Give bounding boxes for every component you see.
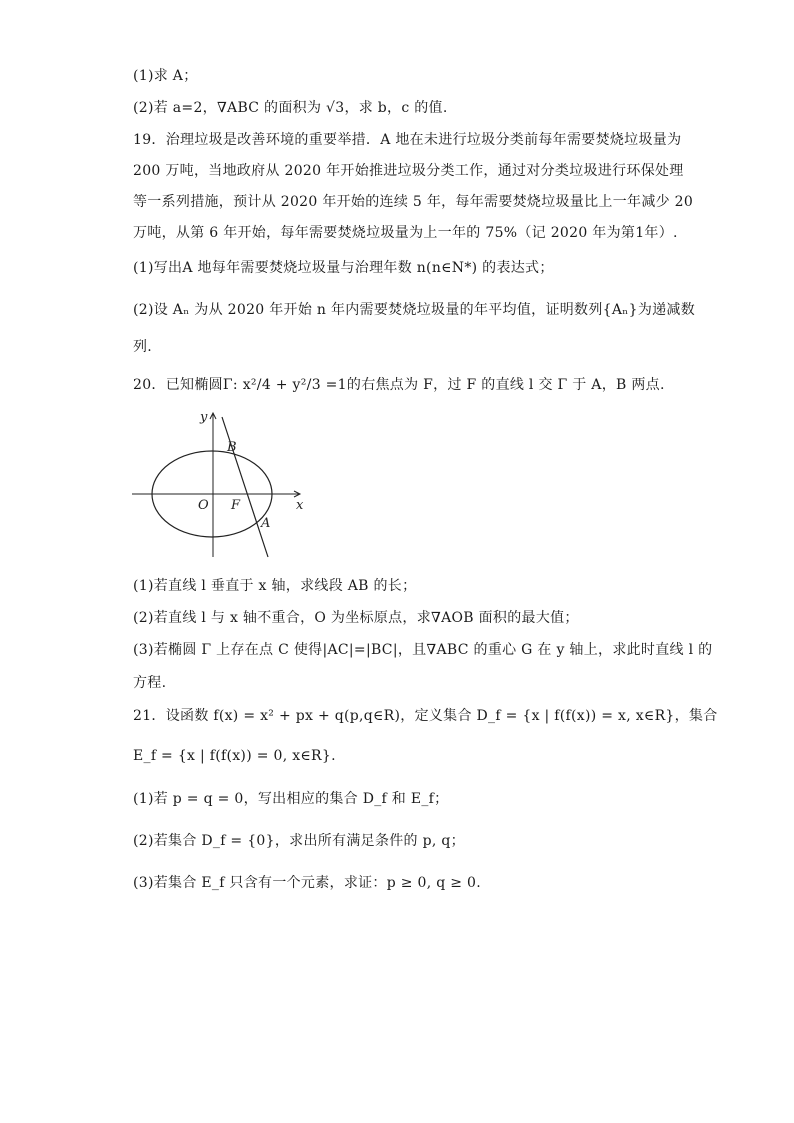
- q20-part3-line2: 方程.: [133, 675, 167, 691]
- label-x: x: [296, 498, 304, 513]
- q19-part2-line1: (2)设 Aₙ 为从 2020 年开始 n 年内需要焚烧垃圾量的年平均值，证明数列{Aₙ}为递减数: [133, 302, 696, 318]
- q19-stem-line4: 万吨，从第 6 年开始，每年需要焚烧垃圾量为上一年的 75%（记 2020 年为第1年）.: [133, 225, 678, 241]
- q20-part3-line1: (3)若椭圆 Γ 上存在点 C 使得|AC|=|BC|，且∇ABC 的重心 G 在 y 轴上，求此时直线 l 的: [133, 642, 713, 658]
- q19-part1: (1)写出A 地每年需要焚烧垃圾量与治理年数 n(n∈N*) 的表达式；: [133, 260, 554, 276]
- q20-part2: (2)若直线 l 与 x 轴不重合，O 为坐标原点，求∇AOB 面积的最大值；: [133, 610, 579, 626]
- q19-stem-line1: 19．治理垃圾是改善环境的重要举措．A 地在未进行垃圾分类前每年需要焚烧垃圾量为: [133, 132, 682, 148]
- label-f: F: [231, 498, 241, 513]
- q21-stem-line2: E_f = {x | f(f(x)) = 0, x∈R}.: [133, 748, 336, 764]
- label-y: y: [200, 410, 208, 425]
- ellipse-figure: [128, 405, 318, 565]
- label-b: B: [227, 440, 237, 455]
- q19-stem-line2: 200 万吨，当地政府从 2020 年开始推进垃圾分类工作，通过对分类垃圾进行环保处理: [133, 163, 684, 179]
- q21-part2: (2)若集合 D_f = {0}，求出所有满足条件的 p, q；: [133, 833, 465, 849]
- q20-stem: 20．已知椭圆Γ: x²/4 + y²/3 =1的右焦点为 F，过 F 的直线 l 交 Γ 于 A，B 两点.: [133, 377, 665, 393]
- q20-part1: (1)若直线 l 垂直于 x 轴，求线段 AB 的长；: [133, 578, 417, 594]
- q21-part1: (1)若 p = q = 0，写出相应的集合 D_f 和 E_f；: [133, 791, 449, 807]
- q21-part3: (3)若集合 E_f 只含有一个元素，求证：p ≥ 0, q ≥ 0.: [133, 875, 481, 891]
- label-o: O: [198, 498, 209, 513]
- q21-stem-line1: 21．设函数 f(x) = x² + px + q(p,q∈R)，定义集合 D_f = {x | f(f(x)) = x, x∈R}，集合: [133, 708, 718, 724]
- q19-part2-line2: 列.: [133, 339, 153, 355]
- q19-stem-line3: 等一系列措施，预计从 2020 年开始的连续 5 年，每年需要焚烧垃圾量比上一年减少 20: [133, 194, 694, 210]
- q18-part2: (2)若 a=2，∇ABC 的面积为 √3，求 b，c 的值.: [133, 100, 448, 116]
- q18-part1: (1)求 A；: [133, 68, 198, 84]
- label-a: A: [261, 516, 271, 531]
